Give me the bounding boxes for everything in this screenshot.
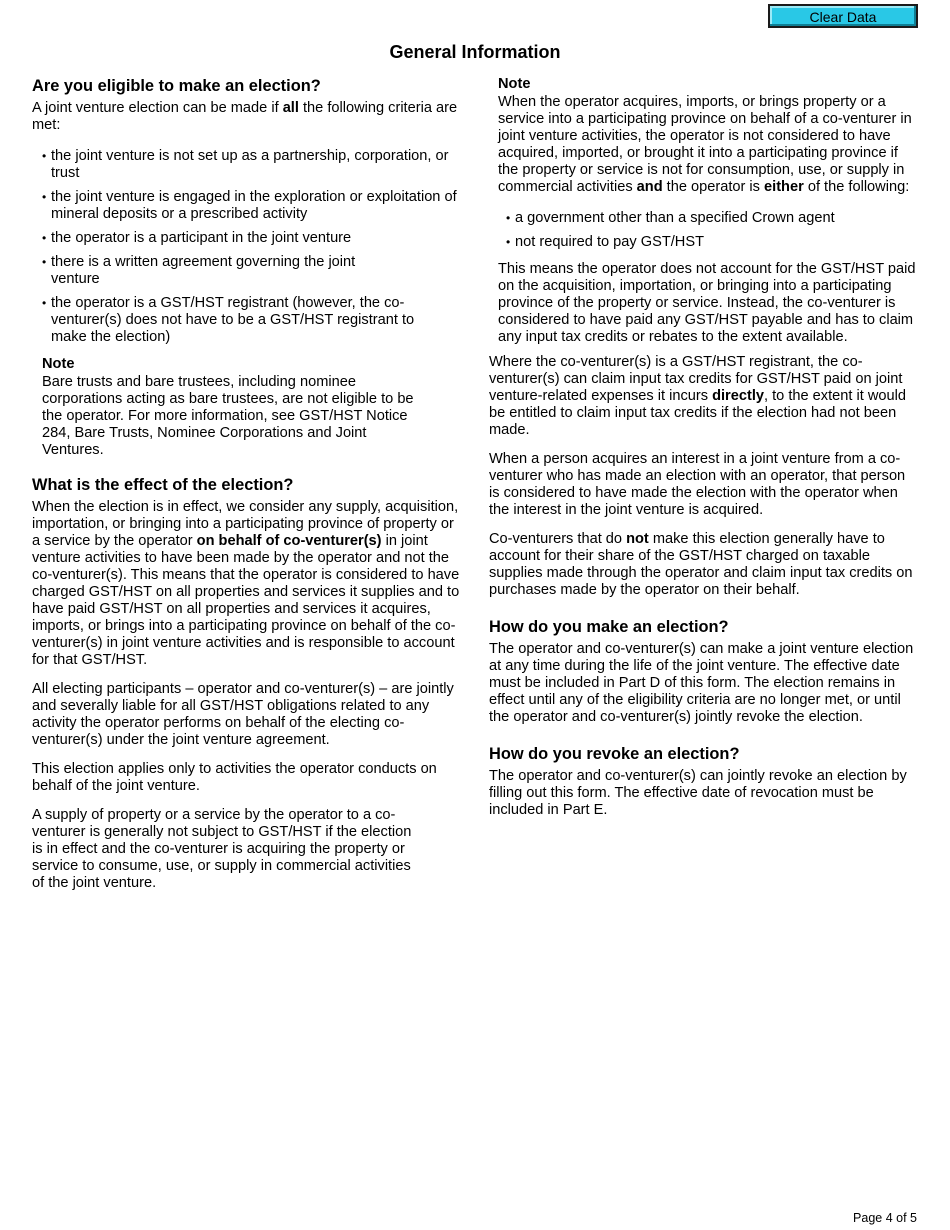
- eligible-intro: A joint venture election can be made if all the following criteria are met:: [32, 100, 458, 133]
- effect-heading: What is the effect of the election?: [32, 476, 294, 494]
- not-elect-paragraph: Co-venturers that do not make this election generally have to account for their share of the GST/HST charged on taxable supplies made through the operator and claim input tax credits on purchases made by the operator on their behalf.: [489, 531, 913, 598]
- itc-paragraph: Where the co-venturer(s) is a GST/HST registrant, the co-venturer(s) can claim input tax credits for GST/HST paid on joint venture-related expenses it incurs directly, to the extent it would be entitled to claim input tax credits if the election had not been made.: [489, 354, 906, 438]
- clear-data-button[interactable]: Clear Data: [768, 4, 918, 28]
- revoke-election-heading: How do you revoke an election?: [489, 745, 740, 763]
- right-column: [489, 76, 919, 819]
- left-column: [32, 76, 462, 892]
- note-title: Note: [498, 76, 531, 92]
- note-title: Note: [42, 356, 75, 372]
- list-item: • the joint venture is engaged in the exploration or exploitation of mineral deposits or a prescribed activity: [42, 189, 462, 223]
- page-number: Page 4 of 5: [853, 1211, 917, 1225]
- list-item: • not required to pay GST/HST: [506, 234, 919, 251]
- interest-paragraph: When a person acquires an interest in a joint venture from a co-venturer who has made an election with an operator, that person is considered to have made the election with the operator when the interest in the joint venture is acquired.: [489, 451, 906, 518]
- effect-paragraph-2: All electing participants – operator and co-venturer(s) – are jointly and severally liable for all GST/HST obligations related to any activity the operator performs on behalf of the electing co-venturer(s) under the joint venture agreement.: [32, 681, 454, 748]
- eligible-heading: Are you eligible to make an election?: [32, 77, 321, 95]
- list-item: • the operator is a GST/HST registrant (however, the co-venturer(s) does not have to be a GST/HST registrant to make the election): [42, 295, 462, 346]
- make-election-heading: How do you make an election?: [489, 618, 729, 636]
- effect-paragraph-3: This election applies only to activities the operator conducts on behalf of the joint venture.: [32, 761, 437, 794]
- list-item: • a government other than a specified Crown agent: [506, 210, 919, 227]
- bare-trust-note: [42, 356, 462, 459]
- note-after-text: This means the operator does not account for the GST/HST paid on the acquisition, importation, or bringing into a participating province of the property or service. Instead, the co-venturer is considered to have paid any GST/HST payable and has to claim any input tax credits or rebates to the extent available.: [498, 261, 916, 345]
- eligibility-criteria-list: [42, 148, 462, 346]
- note-text: When the operator acquires, imports, or brings property or a service into a participating province on behalf of a co-venturer in joint venture activities, the operator is not considered to have acquired, imported, or brought it into a participating province if the property or service is not for consumption, use, or supply in commercial activities and the operator is either of the following:: [498, 94, 912, 195]
- revoke-election-text: The operator and co-venturer(s) can jointly revoke an election by filling out this form. The effective date of revocation must be included in Part E.: [489, 768, 907, 818]
- make-election-text: The operator and co-venturer(s) can make a joint venture election at any time during the life of the joint venture. The effective date must be included in Part D of this form. The election remains in effect until any of the eligibility criteria are no longer met, or until the operator and co-venturer(s) jointly revoke the election.: [489, 641, 914, 725]
- list-item: • there is a written agreement governing the joint venture: [42, 254, 462, 288]
- note-text: Bare trusts and bare trustees, including nominee corporations acting as bare trustees, are not eligible to be the operator. For more information, see GST/HST Notice 284, Bare Trusts, Nominee Corporations and Joint Ventures.: [42, 374, 414, 458]
- list-item: • the operator is a participant in the joint venture: [42, 230, 462, 247]
- operator-conditions-list: [506, 210, 919, 251]
- effect-paragraph-4: A supply of property or a service by the operator to a co-venturer is generally not subject to GST/HST if the election is in effect and the co-venturer is acquiring the property or service to consume, use, or supply in commercial activities of the joint venture.: [32, 807, 412, 891]
- page-title: General Information: [389, 42, 561, 62]
- list-item: • the joint venture is not set up as a partnership, corporation, or trust: [42, 148, 462, 182]
- operator-note: [498, 76, 919, 346]
- effect-paragraph-1: When the election is in effect, we consider any supply, acquisition, importation, or bringing into a participating province of property or a service by the operator on behalf of co-venturer(s) in joint venture activities to have been made by the operator and not the co-venturer(s). This means that the operator is considered to have charged GST/HST on all properties and services it supplies and to have paid GST/HST on all properties and services it acquires, imports, or brings into a participating province on behalf of the co-venturer(s) in joint venture activities and is responsible to account for that GST/HST.: [32, 499, 460, 668]
